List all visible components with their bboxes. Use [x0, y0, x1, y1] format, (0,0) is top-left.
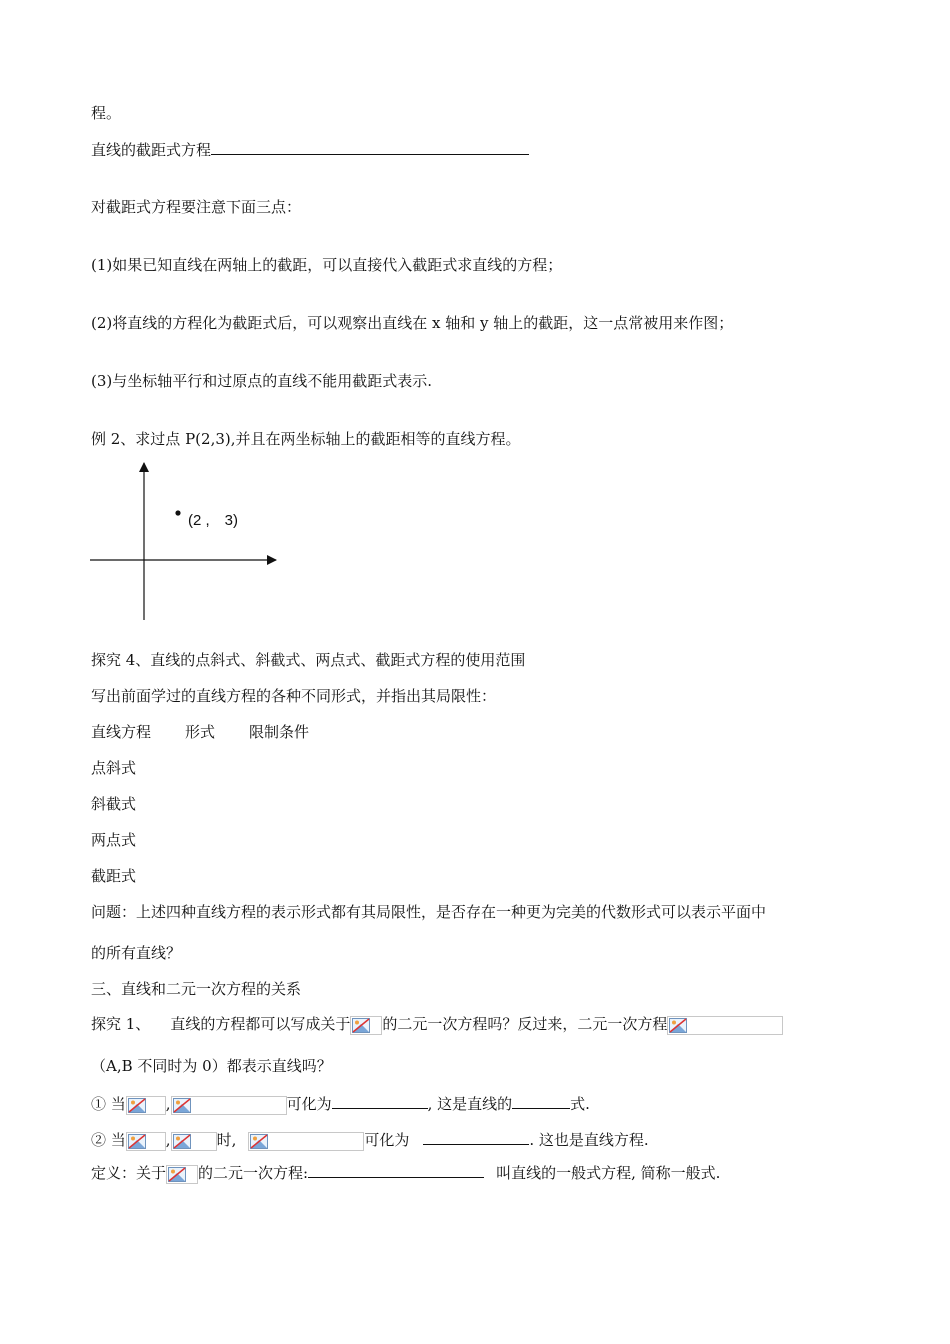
text-line: 探究 4、直线的点斜式、斜截式、两点式、截距式方程的使用范围	[91, 651, 526, 669]
fill-blank[interactable]	[423, 1129, 529, 1145]
broken-image-icon	[126, 1096, 166, 1115]
broken-image-icon	[171, 1096, 287, 1115]
text-line: 例 2、求过点 P(2,3),并且在两坐标轴上的截距相等的直线方程。	[91, 430, 521, 448]
broken-image-icon	[248, 1132, 364, 1151]
text-line: ① 当 , 可化为 , 这是直线的 式.	[91, 1095, 590, 1113]
text-line: 探究 1、 直线的方程都可以写成关于 的二元一次方程吗？反过来，二元一次方程	[91, 1014, 783, 1035]
list-item: 斜截式	[91, 795, 137, 813]
fill-blank[interactable]	[211, 139, 529, 155]
list-item: 截距式	[91, 867, 137, 885]
broken-image-icon	[667, 1016, 783, 1035]
broken-image-icon	[126, 1132, 166, 1151]
fill-blank[interactable]	[512, 1093, 570, 1109]
text-line: (2)将直线的方程化为截距式后，可以观察出直线在 x 轴和 y 轴上的截距，这一点常被用来作图；	[91, 314, 734, 332]
text-line: 程。	[91, 104, 122, 122]
text-line: 对截距式方程要注意下面三点：	[91, 198, 302, 216]
text-line: （A,B 不同时为 0）都表示直线吗？	[91, 1057, 332, 1075]
text-line: (3)与坐标轴平行和过原点的直线不能用截距式表示.	[91, 372, 433, 390]
fill-blank[interactable]	[332, 1093, 428, 1109]
text-line: 直线的截距式方程	[91, 139, 529, 160]
section-heading: 三、直线和二元一次方程的关系	[91, 980, 302, 998]
list-item: 点斜式	[91, 759, 137, 777]
table-header: 直线方程 形式 限制条件	[91, 723, 310, 741]
point-label: (2 , 3)	[188, 512, 239, 529]
coordinate-axes	[88, 460, 288, 625]
point-marker	[175, 510, 180, 515]
fill-blank[interactable]	[308, 1162, 484, 1178]
text-line: 问题：上述四种直线方程的表示形式都有其局限性，是否存在一种更为完美的代数形式可以表示平面中	[91, 903, 767, 921]
text-line: 定义：关于 的二元一次方程: 叫直线的一般式方程, 简称一般式.	[91, 1164, 721, 1182]
broken-image-icon	[350, 1016, 382, 1035]
text-line: (1)如果已知直线在两轴上的截距，可以直接代入截距式求直线的方程；	[91, 256, 563, 274]
text-line: ② 当 , 时, 可化为 . 这也是直线方程.	[91, 1131, 649, 1149]
broken-image-icon	[166, 1165, 198, 1184]
list-item: 两点式	[91, 831, 137, 849]
text-line: 的所有直线？	[91, 944, 182, 962]
text-line: 写出前面学过的直线方程的各种不同形式，并指出其局限性：	[91, 687, 497, 705]
broken-image-icon	[171, 1132, 217, 1151]
